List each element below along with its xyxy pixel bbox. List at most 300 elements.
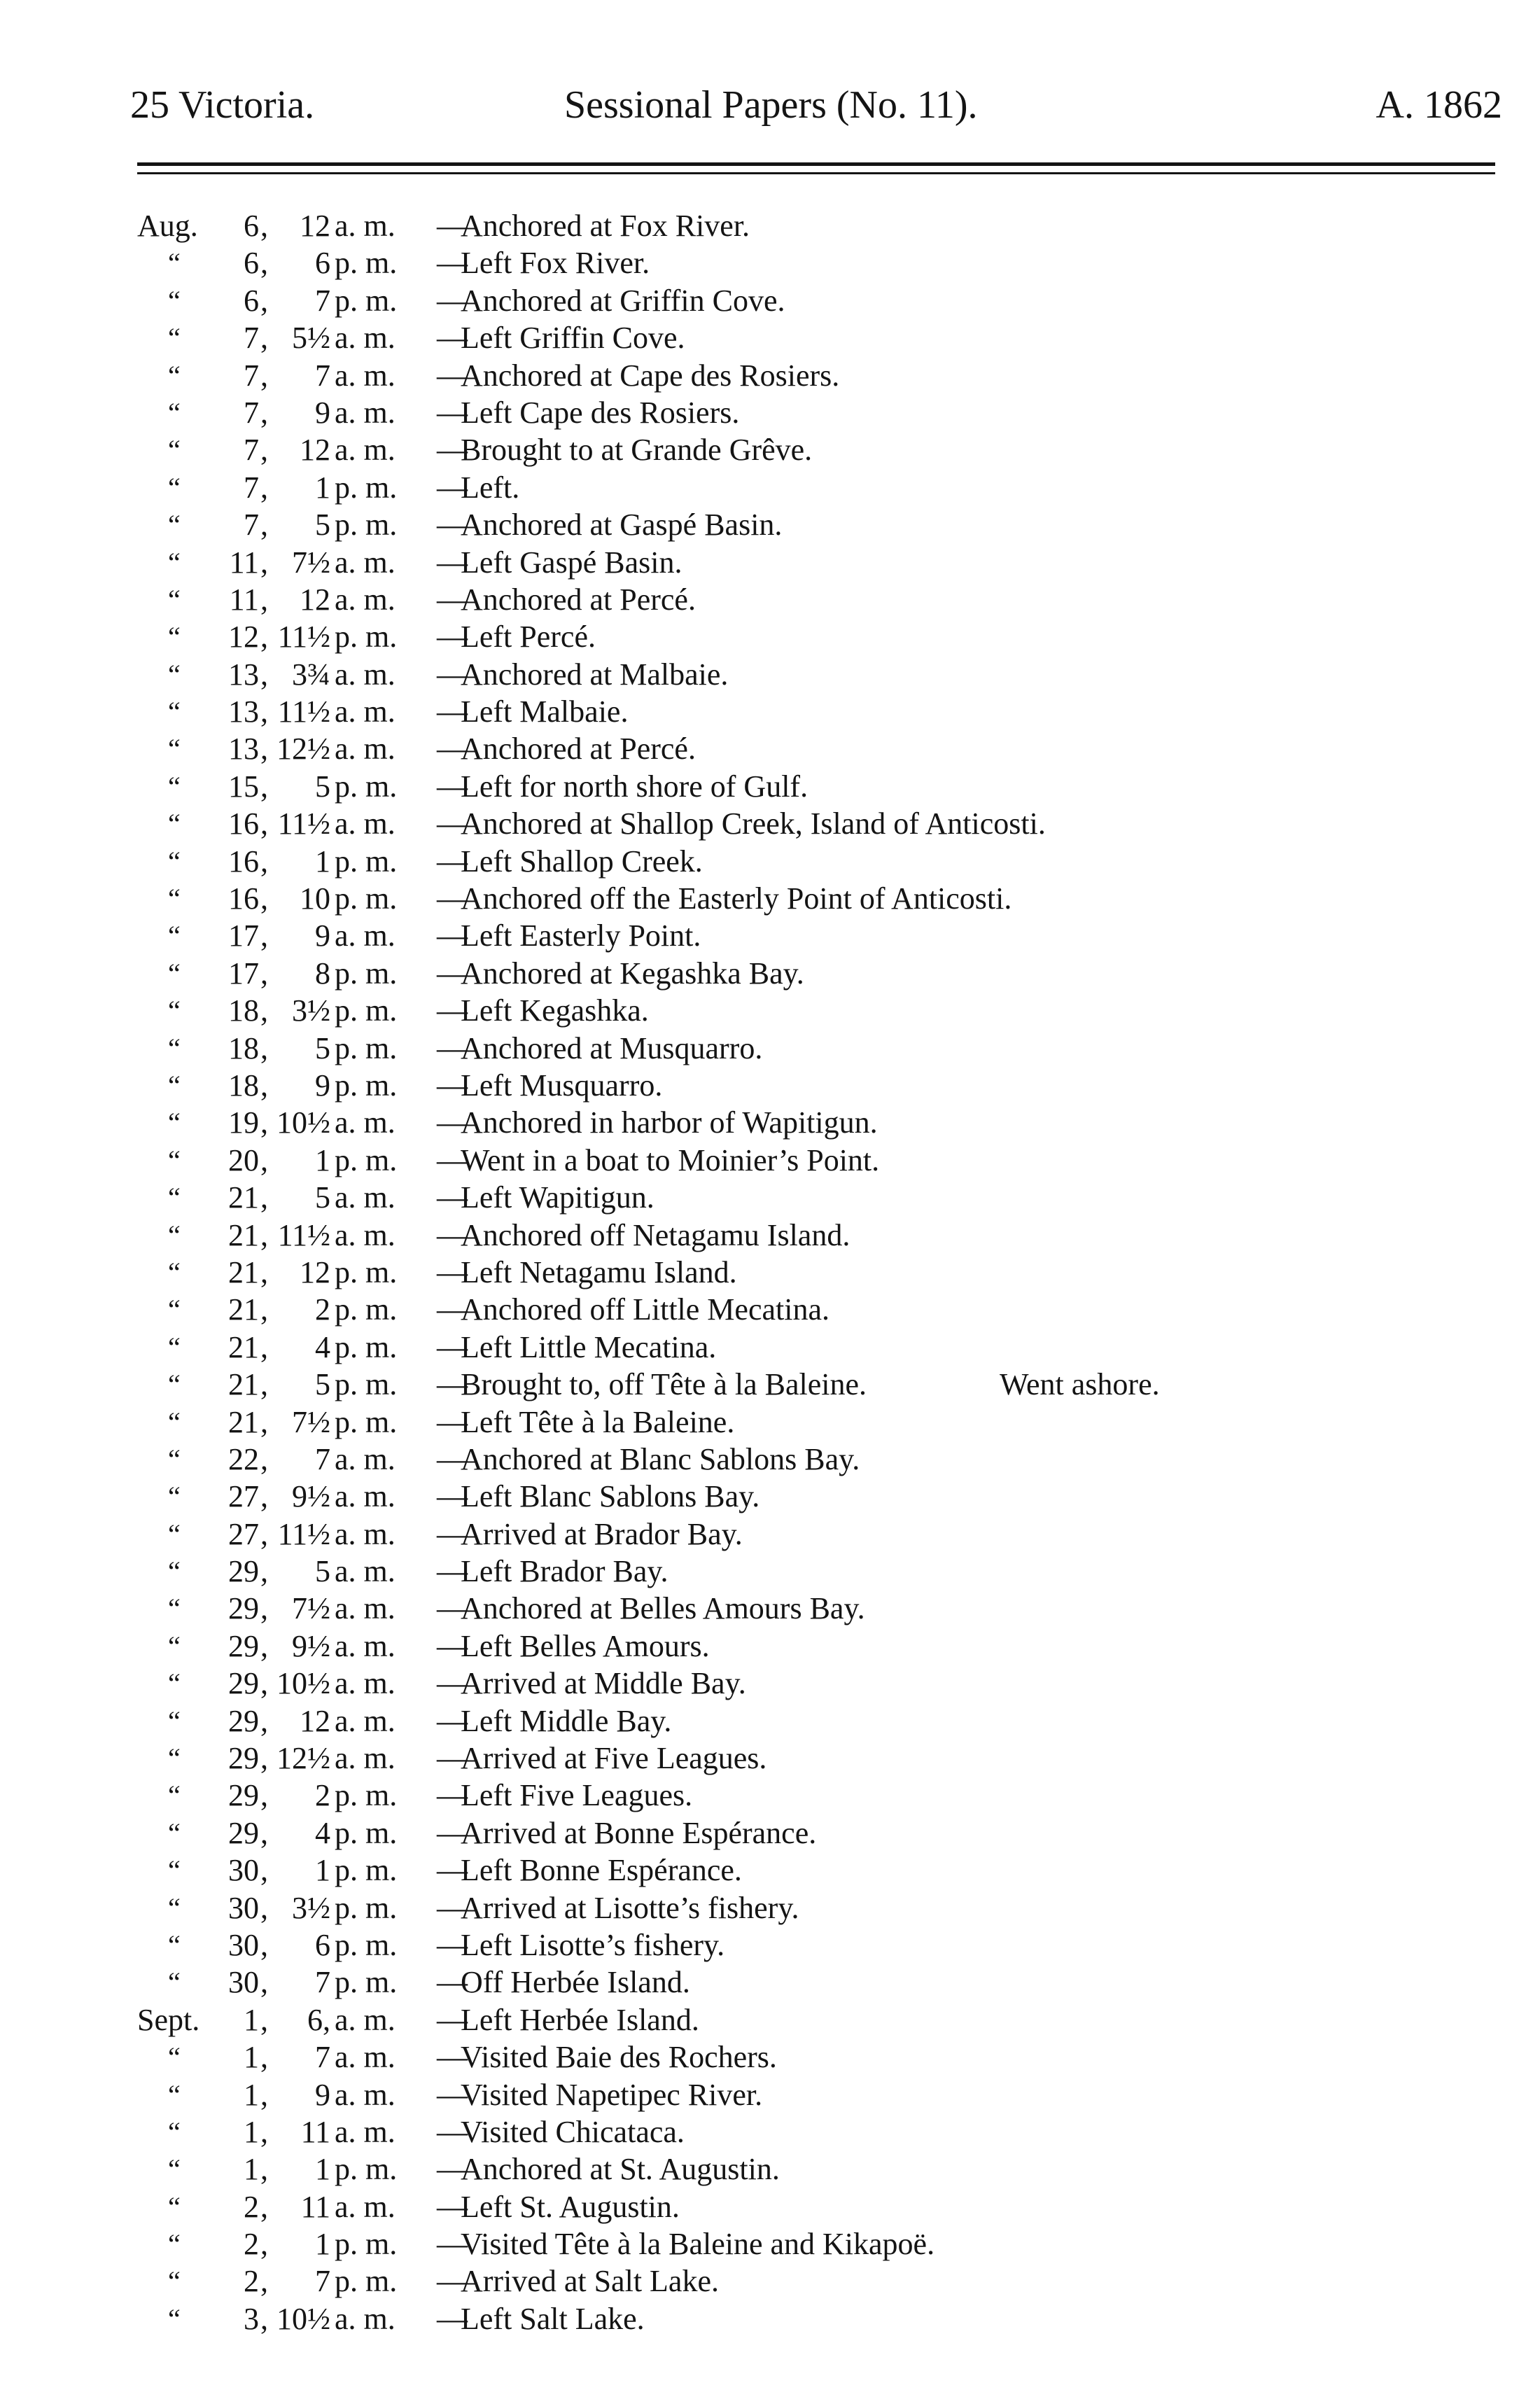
header-right: A. 1862 bbox=[1376, 83, 1502, 127]
comma-separator: , bbox=[260, 358, 268, 393]
log-entry bbox=[0, 1404, 1540, 1441]
period-cell: p. m. bbox=[335, 1815, 398, 1850]
month-cell: “ bbox=[168, 1705, 181, 1737]
comma-separator: , bbox=[260, 1105, 268, 1140]
hour-cell: 5 bbox=[315, 1367, 330, 1402]
event-cell: Visited Tête à la Baleine and Kikapoë. bbox=[461, 2227, 935, 2262]
log-entry bbox=[0, 1254, 1540, 1291]
day-cell: 19 bbox=[228, 1105, 259, 1140]
comma-separator: , bbox=[260, 1180, 268, 1215]
day-cell: 7 bbox=[244, 508, 259, 543]
comma-separator: , bbox=[260, 395, 268, 430]
hour-cell: 1 bbox=[315, 844, 330, 879]
period-cell: a. m. bbox=[335, 395, 396, 430]
month-cell: “ bbox=[168, 658, 181, 690]
month-cell: “ bbox=[168, 2153, 181, 2185]
month-cell: “ bbox=[168, 1443, 181, 1475]
hour-cell: 4 bbox=[315, 1329, 330, 1364]
comma-separator: , bbox=[260, 1441, 268, 1476]
hour-cell: 11 bbox=[300, 2189, 330, 2224]
event-cell: Left Middle Bay. bbox=[461, 1703, 672, 1738]
comma-separator: , bbox=[260, 2301, 268, 2336]
day-cell: 13 bbox=[228, 657, 259, 692]
comma-separator: , bbox=[260, 1703, 268, 1738]
log-entry bbox=[0, 581, 1540, 618]
period-cell: a. m. bbox=[335, 2077, 396, 2112]
month-cell: Sept. bbox=[137, 2002, 200, 2037]
hour-cell: 3¾ bbox=[292, 657, 330, 692]
dash-separator: — bbox=[437, 956, 468, 991]
comma-separator: , bbox=[260, 1329, 268, 1364]
event-cell: Anchored at Cape des Rosiers. bbox=[461, 358, 840, 393]
comma-separator: , bbox=[260, 321, 268, 356]
month-cell: “ bbox=[168, 1294, 181, 1326]
comma-separator: , bbox=[260, 2152, 268, 2187]
month-cell: “ bbox=[168, 2302, 181, 2335]
event-cell: Left Little Mecatina. bbox=[461, 1329, 717, 1364]
day-cell: 22 bbox=[228, 1441, 259, 1476]
log-entry bbox=[0, 2262, 1540, 2300]
dash-separator: — bbox=[437, 1329, 468, 1364]
event-cell: Anchored at Shallop Creek, Island of Anticosti. bbox=[461, 806, 1046, 841]
hour-cell: 7½ bbox=[292, 1591, 330, 1626]
day-cell: 21 bbox=[228, 1404, 259, 1439]
comma-separator: , bbox=[260, 1142, 268, 1177]
dash-separator: — bbox=[437, 732, 468, 767]
hour-cell: 6 bbox=[315, 246, 330, 281]
event-cell: Left Musquarro. bbox=[461, 1068, 663, 1103]
comma-separator: , bbox=[260, 881, 268, 916]
dash-separator: — bbox=[437, 1217, 468, 1252]
period-cell: a. m. bbox=[335, 321, 396, 356]
dash-separator: — bbox=[437, 209, 468, 243]
event-cell: Left Herbée Island. bbox=[461, 2002, 699, 2037]
comma-separator: , bbox=[260, 1965, 268, 2000]
event-cell: Left Bonne Espérance. bbox=[461, 1853, 742, 1888]
period-cell: p. m. bbox=[335, 620, 398, 655]
log-entry bbox=[0, 319, 1540, 356]
period-cell: p. m. bbox=[335, 993, 398, 1028]
log-entry bbox=[0, 693, 1540, 730]
event-cell: Anchored at Griffin Cove. bbox=[461, 283, 785, 318]
header-center: Sessional Papers (No. 11). bbox=[564, 83, 978, 127]
event-cell: Left Fox River. bbox=[461, 246, 650, 281]
dash-separator: — bbox=[437, 1815, 468, 1850]
period-cell: a. m. bbox=[335, 694, 396, 729]
event-cell: Brought to, off Tête à la Baleine. bbox=[461, 1367, 867, 1402]
month-cell: “ bbox=[168, 1555, 181, 1588]
log-entry bbox=[0, 805, 1540, 842]
dash-separator: — bbox=[437, 2264, 468, 2299]
day-cell: 16 bbox=[228, 881, 259, 916]
month-cell: “ bbox=[168, 621, 181, 653]
comma-separator: , bbox=[260, 844, 268, 879]
comma-separator: , bbox=[260, 2227, 268, 2262]
month-cell: “ bbox=[168, 920, 181, 952]
voyage-log bbox=[0, 207, 1540, 2337]
hour-cell: 12 bbox=[300, 582, 330, 617]
event-cell: Left Belles Amours. bbox=[461, 1628, 710, 1663]
log-entry bbox=[0, 1814, 1540, 1852]
day-cell: 7 bbox=[244, 321, 259, 356]
day-cell: 29 bbox=[228, 1815, 259, 1850]
log-entry bbox=[0, 1553, 1540, 1590]
month-cell: “ bbox=[168, 434, 181, 466]
hour-cell: 3½ bbox=[292, 1890, 330, 1925]
hour-cell: 12 bbox=[300, 1703, 330, 1738]
dash-separator: — bbox=[437, 1068, 468, 1103]
comma-separator: , bbox=[260, 2077, 268, 2112]
comma-separator: , bbox=[260, 806, 268, 841]
event-cell: Left Percé. bbox=[461, 620, 596, 655]
log-entry bbox=[0, 2113, 1540, 2150]
hour-cell: 11 bbox=[300, 2114, 330, 2149]
day-cell: 30 bbox=[228, 1890, 259, 1925]
event-cell: Anchored off the Easterly Point of Anticosti. bbox=[461, 881, 1012, 916]
day-cell: 21 bbox=[228, 1180, 259, 1215]
comma-separator: , bbox=[260, 1254, 268, 1289]
log-entry bbox=[0, 656, 1540, 693]
day-cell: 30 bbox=[228, 1927, 259, 1962]
hour-cell: 11½ bbox=[277, 1516, 330, 1551]
hour-cell: 6 bbox=[315, 1927, 330, 1962]
period-cell: a. m. bbox=[335, 2301, 396, 2336]
day-cell: 27 bbox=[228, 1479, 259, 1514]
event-cell: Anchored at Percé. bbox=[461, 732, 696, 767]
dash-separator: — bbox=[437, 657, 468, 692]
period-cell: p. m. bbox=[335, 246, 398, 281]
dash-separator: — bbox=[437, 1853, 468, 1888]
day-cell: 21 bbox=[228, 1329, 259, 1364]
dash-separator: — bbox=[437, 283, 468, 318]
month-cell: “ bbox=[168, 396, 181, 428]
dash-separator: — bbox=[437, 582, 468, 617]
log-entry bbox=[0, 880, 1540, 917]
hour-cell: 5½ bbox=[292, 321, 330, 356]
hour-cell: 12½ bbox=[276, 1741, 330, 1776]
log-entry bbox=[0, 1702, 1540, 1740]
log-entry bbox=[0, 2225, 1540, 2262]
day-cell: 2 bbox=[244, 2264, 259, 2299]
day-cell: 18 bbox=[228, 993, 259, 1028]
day-cell: 1 bbox=[244, 2040, 259, 2075]
event-cell: Left St. Augustin. bbox=[461, 2189, 680, 2224]
period-cell: a. m. bbox=[335, 2040, 396, 2075]
comma-separator: , bbox=[260, 545, 268, 580]
log-entry bbox=[0, 431, 1540, 468]
period-cell: a. m. bbox=[335, 2114, 396, 2149]
hour-cell: 5 bbox=[315, 1554, 330, 1589]
month-cell: “ bbox=[168, 546, 181, 578]
dash-separator: — bbox=[437, 1292, 468, 1327]
period-cell: a. m. bbox=[335, 1741, 396, 1776]
month-cell: “ bbox=[168, 1406, 181, 1438]
day-cell: 27 bbox=[228, 1516, 259, 1551]
event-cell: Brought to at Grande Grêve. bbox=[461, 433, 813, 468]
period-cell: p. m. bbox=[335, 1254, 398, 1289]
month-cell: “ bbox=[168, 2115, 181, 2148]
hour-cell: 12½ bbox=[276, 732, 330, 767]
hour-cell: 9 bbox=[315, 2077, 330, 2112]
period-cell: p. m. bbox=[335, 1890, 398, 1925]
hour-cell: 9 bbox=[315, 1068, 330, 1103]
dash-separator: — bbox=[437, 993, 468, 1028]
comma-separator: , bbox=[260, 956, 268, 991]
dash-separator: — bbox=[437, 1180, 468, 1215]
month-cell: “ bbox=[168, 1854, 181, 1887]
month-cell: “ bbox=[168, 509, 181, 541]
comma-separator: , bbox=[260, 1628, 268, 1663]
comma-separator: , bbox=[260, 993, 268, 1028]
hour-cell: 12 bbox=[300, 209, 330, 243]
event-cell: Left Netagamu Island. bbox=[461, 1254, 737, 1289]
period-cell: p. m. bbox=[335, 1030, 398, 1065]
month-cell: “ bbox=[168, 957, 181, 989]
log-entry bbox=[0, 730, 1540, 767]
day-cell: 30 bbox=[228, 1965, 259, 2000]
month-cell: “ bbox=[168, 808, 181, 840]
log-entry bbox=[0, 1067, 1540, 1104]
comma-separator: , bbox=[260, 2264, 268, 2299]
dash-separator: — bbox=[437, 1591, 468, 1626]
hour-cell: 9 bbox=[315, 395, 330, 430]
log-entry bbox=[0, 1740, 1540, 1777]
period-cell: a. m. bbox=[335, 1628, 396, 1663]
month-cell: “ bbox=[168, 1144, 181, 1176]
day-cell: 29 bbox=[228, 1703, 259, 1738]
log-entry bbox=[0, 1179, 1540, 1216]
day-cell: 18 bbox=[228, 1068, 259, 1103]
comma-separator: , bbox=[260, 1741, 268, 1776]
month-cell: “ bbox=[168, 1929, 181, 1961]
comma-separator: , bbox=[260, 694, 268, 729]
event-cell: Anchored at Kegashka Bay. bbox=[461, 956, 804, 991]
month-cell: “ bbox=[168, 2078, 181, 2111]
day-cell: 20 bbox=[228, 1142, 259, 1177]
day-cell: 16 bbox=[228, 844, 259, 879]
comma-separator: , bbox=[260, 1778, 268, 1813]
log-entry bbox=[0, 618, 1540, 655]
period-cell: a. m. bbox=[335, 1554, 396, 1589]
comma-separator: , bbox=[260, 1217, 268, 1252]
event-cell: Went in a boat to Moinier’s Point. bbox=[461, 1142, 880, 1177]
event-cell: Arrived at Bonne Espérance. bbox=[461, 1815, 817, 1850]
comma-separator: , bbox=[260, 2189, 268, 2224]
hour-cell: 1 bbox=[315, 2227, 330, 2262]
period-cell: p. m. bbox=[335, 1292, 398, 1327]
day-cell: 6 bbox=[244, 283, 259, 318]
log-entry bbox=[0, 1441, 1540, 1478]
dash-separator: — bbox=[437, 246, 468, 281]
day-cell: 17 bbox=[228, 956, 259, 991]
comma-separator: , bbox=[260, 1554, 268, 1589]
comma-separator: , bbox=[260, 1068, 268, 1103]
period-cell: a. m. bbox=[335, 1703, 396, 1738]
event-cell: Visited Chicataca. bbox=[461, 2114, 685, 2149]
day-cell: 15 bbox=[228, 769, 259, 804]
month-cell: “ bbox=[168, 1966, 181, 1999]
log-entry bbox=[0, 955, 1540, 992]
log-entry bbox=[0, 282, 1540, 319]
period-cell: p. m. bbox=[335, 1142, 398, 1177]
comma-separator: , bbox=[260, 1815, 268, 1850]
comma-separator: , bbox=[260, 1853, 268, 1888]
hour-cell: 11½ bbox=[277, 1217, 330, 1252]
hour-cell: 7 bbox=[315, 358, 330, 393]
period-cell: p. m. bbox=[335, 2152, 398, 2187]
event-cell: Arrived at Lisotte’s fishery. bbox=[461, 1890, 799, 1925]
event-cell: Anchored in harbor of Wapitigun. bbox=[461, 1105, 878, 1140]
comma-separator: , bbox=[260, 1367, 268, 1402]
log-entry bbox=[0, 506, 1540, 543]
log-entry bbox=[0, 2188, 1540, 2225]
comma-separator: , bbox=[260, 470, 268, 505]
period-cell: a. m. bbox=[335, 582, 396, 617]
month-cell: Aug. bbox=[137, 209, 198, 243]
period-cell: p. m. bbox=[335, 2264, 398, 2299]
log-entry bbox=[0, 394, 1540, 431]
month-cell: “ bbox=[168, 1779, 181, 1812]
hour-cell: 3½ bbox=[292, 993, 330, 1028]
month-cell: “ bbox=[168, 1891, 181, 1924]
hour-cell: 1 bbox=[315, 470, 330, 505]
comma-separator: , bbox=[260, 1890, 268, 1925]
hour-cell: 10 bbox=[300, 881, 330, 916]
day-cell: 29 bbox=[228, 1778, 259, 1813]
log-entry bbox=[0, 2038, 1540, 2076]
day-cell: 29 bbox=[228, 1554, 259, 1589]
day-cell: 1 bbox=[244, 2152, 259, 2187]
period-cell: p. m. bbox=[335, 769, 398, 804]
hour-cell: 11½ bbox=[277, 806, 330, 841]
event-cell: Left Five Leagues. bbox=[461, 1778, 693, 1813]
day-cell: 11 bbox=[229, 545, 259, 580]
dash-separator: — bbox=[437, 1741, 468, 1776]
month-cell: “ bbox=[168, 583, 181, 615]
period-cell: a. m. bbox=[335, 1516, 396, 1551]
period-cell: a. m. bbox=[335, 1666, 396, 1701]
period-cell: p. m. bbox=[335, 956, 398, 991]
month-cell: “ bbox=[168, 995, 181, 1027]
dash-separator: — bbox=[437, 433, 468, 468]
month-cell: “ bbox=[168, 1481, 181, 1513]
period-cell: a. m. bbox=[335, 1479, 396, 1514]
log-entry bbox=[0, 2076, 1540, 2113]
log-entry bbox=[0, 2001, 1540, 2038]
hour-cell: 7½ bbox=[292, 545, 330, 580]
dash-separator: — bbox=[437, 694, 468, 729]
day-cell: 21 bbox=[228, 1254, 259, 1289]
month-cell: “ bbox=[168, 1331, 181, 1363]
period-cell: a. m. bbox=[335, 1180, 396, 1215]
log-entry bbox=[0, 2300, 1540, 2337]
hour-cell: 10½ bbox=[276, 1105, 330, 1140]
log-entry bbox=[0, 1329, 1540, 1366]
hour-cell: 5 bbox=[315, 1030, 330, 1065]
comma-separator: , bbox=[260, 732, 268, 767]
comma-separator: , bbox=[260, 1666, 268, 1701]
event-cell: Left for north shore of Gulf. bbox=[461, 769, 808, 804]
period-cell: p. m. bbox=[335, 881, 398, 916]
month-cell: “ bbox=[168, 1107, 181, 1139]
day-cell: 18 bbox=[228, 1030, 259, 1065]
hour-cell: 1 bbox=[315, 1142, 330, 1177]
hour-cell: 9 bbox=[315, 918, 330, 953]
comma-separator: , bbox=[260, 1292, 268, 1327]
hour-cell: 9½ bbox=[292, 1479, 330, 1514]
comma-separator: , bbox=[260, 1030, 268, 1065]
hour-cell: 5 bbox=[315, 769, 330, 804]
log-entry bbox=[0, 843, 1540, 880]
month-cell: “ bbox=[168, 247, 181, 279]
dash-separator: — bbox=[437, 1367, 468, 1402]
day-cell: 13 bbox=[228, 732, 259, 767]
day-cell: 6 bbox=[244, 246, 259, 281]
dash-separator: — bbox=[437, 1404, 468, 1439]
hour-cell: 10½ bbox=[276, 1666, 330, 1701]
month-cell: “ bbox=[168, 471, 181, 503]
period-cell: p. m. bbox=[335, 2227, 398, 2262]
log-entry bbox=[0, 1217, 1540, 1254]
event-cell: Anchored at Musquarro. bbox=[461, 1030, 763, 1065]
event-cell: Anchored at Fox River. bbox=[461, 209, 750, 243]
event-cell: Arrived at Five Leagues. bbox=[461, 1741, 767, 1776]
hour-cell: 8 bbox=[315, 956, 330, 991]
month-cell: “ bbox=[168, 1369, 181, 1401]
event-cell: Anchored at Blanc Sablons Bay. bbox=[461, 1441, 860, 1476]
event-cell: Anchored at St. Augustin. bbox=[461, 2152, 780, 2187]
event-cell: Arrived at Salt Lake. bbox=[461, 2264, 719, 2299]
period-cell: p. m. bbox=[335, 1329, 398, 1364]
comma-separator: , bbox=[260, 918, 268, 953]
event-cell: Left Blanc Sablons Bay. bbox=[461, 1479, 760, 1514]
dash-separator: — bbox=[437, 2077, 468, 2112]
day-cell: 21 bbox=[228, 1292, 259, 1327]
log-entry bbox=[0, 207, 1540, 244]
month-cell: “ bbox=[168, 1256, 181, 1288]
period-cell: p. m. bbox=[335, 1965, 398, 2000]
event-cell: Arrived at Middle Bay. bbox=[461, 1666, 746, 1701]
log-entry bbox=[0, 544, 1540, 581]
period-cell: p. m. bbox=[335, 1068, 398, 1103]
dash-separator: — bbox=[437, 918, 468, 953]
hour-cell: 7 bbox=[315, 283, 330, 318]
day-cell: 21 bbox=[228, 1367, 259, 1402]
period-cell: a. m. bbox=[335, 1441, 396, 1476]
month-cell: “ bbox=[168, 2041, 181, 2073]
month-cell: “ bbox=[168, 322, 181, 354]
period-cell: a. m. bbox=[335, 806, 396, 841]
month-cell: “ bbox=[168, 1593, 181, 1625]
comma-separator: , bbox=[260, 2114, 268, 2149]
period-cell: a. m. bbox=[335, 433, 396, 468]
log-entry bbox=[0, 1590, 1540, 1627]
period-cell: a. m. bbox=[335, 209, 396, 243]
dash-separator: — bbox=[437, 545, 468, 580]
period-cell: a. m. bbox=[335, 2002, 396, 2037]
month-cell: “ bbox=[168, 845, 181, 877]
log-entry bbox=[0, 917, 1540, 954]
dash-separator: — bbox=[437, 2114, 468, 2149]
hour-cell: 4 bbox=[315, 1815, 330, 1850]
month-cell: “ bbox=[168, 2265, 181, 2297]
event-cell: Left Easterly Point. bbox=[461, 918, 701, 953]
period-cell: p. m. bbox=[335, 1404, 398, 1439]
period-cell: a. m. bbox=[335, 1105, 396, 1140]
hour-cell: 2 bbox=[315, 1292, 330, 1327]
day-cell: 1 bbox=[244, 2002, 259, 2037]
dash-separator: — bbox=[437, 2227, 468, 2262]
